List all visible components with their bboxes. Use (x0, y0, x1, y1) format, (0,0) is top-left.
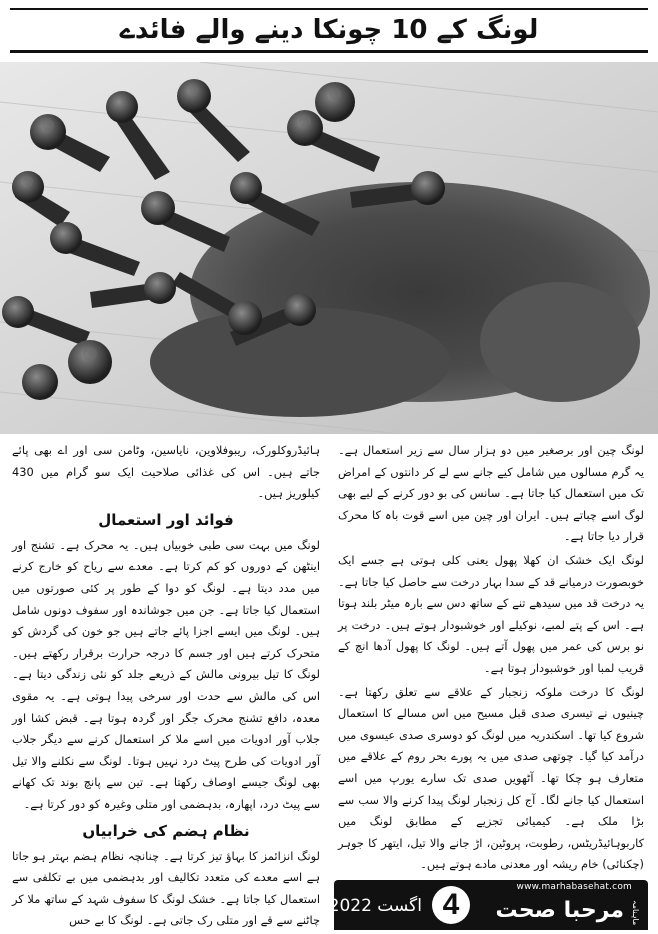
right-column (338, 440, 644, 878)
magazine-tagline: ماہنامہ (631, 900, 640, 926)
left-intro: ہائیڈروکلورک، ریبوفلاوین، نایاسین، وٹامن سی اور اے بھی پائے جاتے ہیں۔ اس کی غذائی صلاحیت ایک سو گرام میں 430 کیلوریز ہیں۔ (12, 443, 320, 501)
page-number-badge: 4 (432, 886, 470, 924)
cloves-illustration (0, 62, 658, 434)
benefits-paragraph: لونگ میں بہت سی طبی خوبیاں ہیں۔ یہ محرک ہے۔ تشنج اور اینٹھن کے دوروں کو کم کرتا ہے۔ معدے سے ریاح کو خارج کرنے میں مدد دیتا ہے۔ لونگ کو دوا کے طور پر کئی صورتوں میں استعمال کیا جاتا ہے۔ جن میں جوشاندہ اور سفوف دونوں شامل ہیں۔ لونگ میں ایسے اجزا پائے جاتے ہیں جو خون کی گردش کو متحرک کرتے ہیں اور جسم کا درجہ حرارت برقرار رکھتے ہیں۔ لونگ کا تیل بیرونی مالش کے ذریعے جلد کو نئی زندگی دیتا ہے۔ اس کی مالش سے حدت اور سرخی پیدا ہوتی ہے۔ یہ مقوی معدہ، دافع تشنج محرک جگر اور گردہ ہوتا ہے۔ قبض کشا اور جلاب آور ادویات میں اسے ملا کر استعمال کرنے سے دیگر جلاب آور ادویات کی طرح پیٹ درد نہیں ہوتا۔ لونگ سے نکلنے والا تیل بھی لونگ جیسے اوصاف رکھتا ہے۔ تین سے پانچ بوند تک کھانے سے پیٹ درد، اپھارہ، بدہضمی اور متلی وغیرہ کو دور کرتا ہے۔ (12, 537, 320, 811)
title-top-rule (10, 8, 648, 10)
cloves-photo (0, 62, 658, 434)
magazine-logo: مرحبا صحت (495, 898, 624, 923)
section-heading-digestion: نظام ہضم کی خرابیاں (82, 821, 250, 840)
right-paragraph-2: لونگ ایک خشک ان کھلا پھول یعنی کلی ہوتی ہے جسے ایک خوبصورت درمیانے قد کے سدا بہار درخت سے حاصل کیا جاتا ہے۔ یہ درخت قد میں سیدھے تنے کے ساتھ دس سے بارہ میٹر بلند ہوتا ہے۔ اس کے پتے لمبے، نوکیلے اور خوشبودار ہوتے ہیں۔ درخت پر نو برس کی عمر میں پھول آتے ہیں۔ لونگ کا پھول آدھا انچ کے قریب لمبا اور خوشبودار ہوتا ہے۔ (338, 552, 644, 675)
article-title: لونگ کے 10 چونکا دینے والے فائدے (119, 15, 539, 45)
digestion-paragraph: لونگ انزائمز کا بہاؤ تیز کرتا ہے۔ چنانچہ نظام ہضم بہتر ہو جاتا ہے اسے معدے کی متعدد تکالیف اور بدہضمی میں بے تکلفی سے استعمال کیا جاتا ہے۔ خشک لونگ کا سفوف شہد کے ساتھ ملا کر چاٹنے سے قے اور متلی رک جاتی ہے۔ لونگ کا بے حس (12, 848, 320, 928)
section-heading-benefits: فوائد اور استعمال (98, 510, 234, 529)
website-url: www.marhabasehat.com (516, 882, 632, 892)
issue-date: اگست 2022ء (320, 896, 422, 916)
right-paragraph-1: لونگ چین اور برصغیر میں دو ہزار سال سے زیر استعمال ہے۔ یہ گرم مسالوں میں شامل کیے جانے سے لے کر دانتوں کے امراض تک میں استعمال کیا جاتا ہے۔ سانس کی بو دور کرنے کے لیے بھی لوگ اسے چباتے ہیں۔ ایران اور چین میں اسے قوت باہ کا محرک قرار دیا جاتا ہے۔ (338, 443, 644, 544)
page-footer (0, 880, 658, 934)
left-column (12, 440, 320, 934)
right-paragraph-3: لونگ کا درخت ملوکہ زنجبار کے علاقے سے تعلق رکھتا ہے۔ چینیوں نے تیسری صدی قبل مسیح میں اس مسالے کا استعمال شروع کیا تھا۔ اسکندریہ میں لونگ کو دوسری صدی عیسوی میں درآمد کیا گیا۔ چوتھی صدی میں یہ پورے بحر روم کے علاقے میں متعارف ہو چکا تھا۔ آٹھویں صدی تک سارے یورپ میں اسے استعمال کیا جانے لگا۔ آج کل زنجبار لونگ پیدا کرنے والا سب سے بڑا ملک ہے۔ کیمیائی تجزیے کے مطابق لونگ میں کاربوہائیڈریٹس، رطوبت، پروٹین، اڑ جانے والا تیل، ایتھر کا جوہر (چکنائی) خام ریشہ اور معدنی مادے ہوتے ہیں۔ (338, 684, 644, 872)
title-bottom-rule (10, 50, 648, 53)
magazine-footer-tab (320, 880, 648, 930)
title-bar (0, 0, 658, 62)
